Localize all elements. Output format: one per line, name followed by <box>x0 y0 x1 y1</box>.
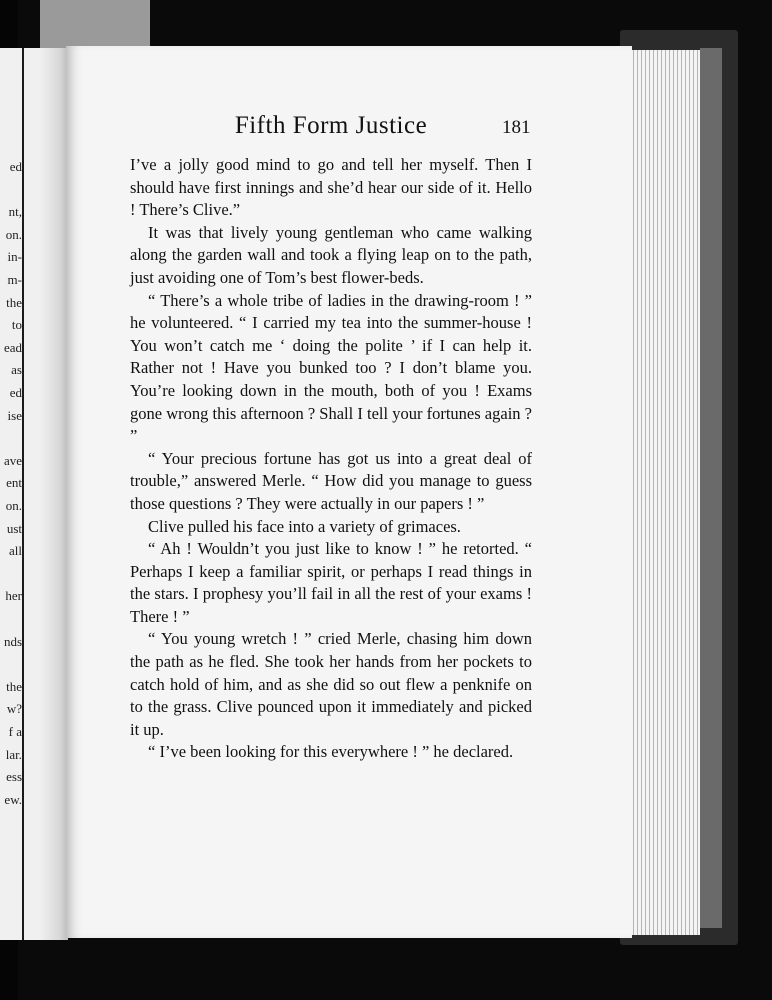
page-number: 181 <box>502 117 531 138</box>
left-page-fragment: nt, <box>8 204 22 220</box>
paragraph: “ Your precious fortune has got us into a great deal of trouble,” answered Merle. “ How did you manage to guess those questions ? They were actually in our papers ! ” <box>130 448 532 513</box>
left-page-fragment: on. <box>5 498 22 513</box>
left-page-fragment: as <box>11 362 22 378</box>
left-page-fragment: ent <box>6 475 22 491</box>
left-page-fragment: the <box>6 294 22 310</box>
paragraph: “ There’s a whole tribe of ladies in the drawing-room ! ” he volunteered. “ I carried my tea into the summer-house ! You won’t catch me ‘ doing the polite ’ if I can help it. Rather not ! Have you bunked too ? I don’t blame you. You’re looking down in the mouth, both of you ! Exams gone wrong this afternoon ? Shall I tell your fortunes again ? ” <box>130 290 532 446</box>
book-spine-line <box>22 48 24 940</box>
left-page-fragment: ew. <box>4 791 22 807</box>
running-title: Fifth Form Justice <box>234 112 428 139</box>
left-page-fragment: her <box>5 588 22 604</box>
page-edges-stack <box>630 50 700 935</box>
left-page-text-fragments <box>0 48 22 940</box>
right-page <box>66 46 632 938</box>
book-cover-edge <box>700 48 722 928</box>
left-page-fragment: ust <box>6 520 22 536</box>
left-page-fragment: m- <box>7 272 22 287</box>
left-page-fragment: ead <box>3 339 22 355</box>
left-page-fragment: nds <box>3 633 22 649</box>
paragraph: “ I’ve been looking for this everywhere ! ” he declared. <box>148 742 514 762</box>
left-page <box>0 48 68 940</box>
left-page-fragment: ess <box>6 769 22 785</box>
left-page-fragment: w? <box>6 701 22 717</box>
paragraph: It was that lively young gentleman who came walking along the garden wall and took a flying leap on to the path, just avoiding one of Tom’s best flower-beds. <box>130 222 532 287</box>
paragraph: I’ve a jolly good mind to go and tell her myself. Then I should have first innings and she’d hear our side of it. Hello ! There’s Clive.” <box>130 155 532 220</box>
left-page-fragment: on. <box>5 226 22 242</box>
left-page-fragment: f a <box>8 724 22 739</box>
left-page-fragment: in- <box>7 249 22 265</box>
left-page-fragment: ise <box>7 407 22 423</box>
left-page-fragment: the <box>6 678 22 694</box>
left-page-fragment: all <box>9 543 22 559</box>
background-top-patch <box>40 0 150 52</box>
left-page-fragment: lar. <box>5 746 22 762</box>
paragraph: Clive pulled his face into a variety of grimaces. <box>148 516 461 536</box>
left-page-gutter <box>40 48 68 940</box>
left-page-fragment: ave <box>3 452 22 468</box>
page-body <box>130 154 532 764</box>
paragraph: “ Ah ! Wouldn’t you just like to know ! ” he retorted. “ Perhaps I keep a familiar spirit, or perhaps I read things in the stars. I prophesy you’ll fail in all the rest of your exams ! There ! ” <box>130 539 532 626</box>
paragraph: “ You young wretch ! ” cried Merle, chasing him down the path as he fled. She took her hands from her pockets to catch hold of him, and as she did so out flew a penknife on to the grass. Clive pounced upon it immediately and picked it up. <box>130 629 532 739</box>
page-header <box>66 112 632 146</box>
left-page-fragment: ed <box>9 159 22 174</box>
left-page-fragment: ed <box>9 385 22 400</box>
left-page-fragment: to <box>11 317 22 333</box>
